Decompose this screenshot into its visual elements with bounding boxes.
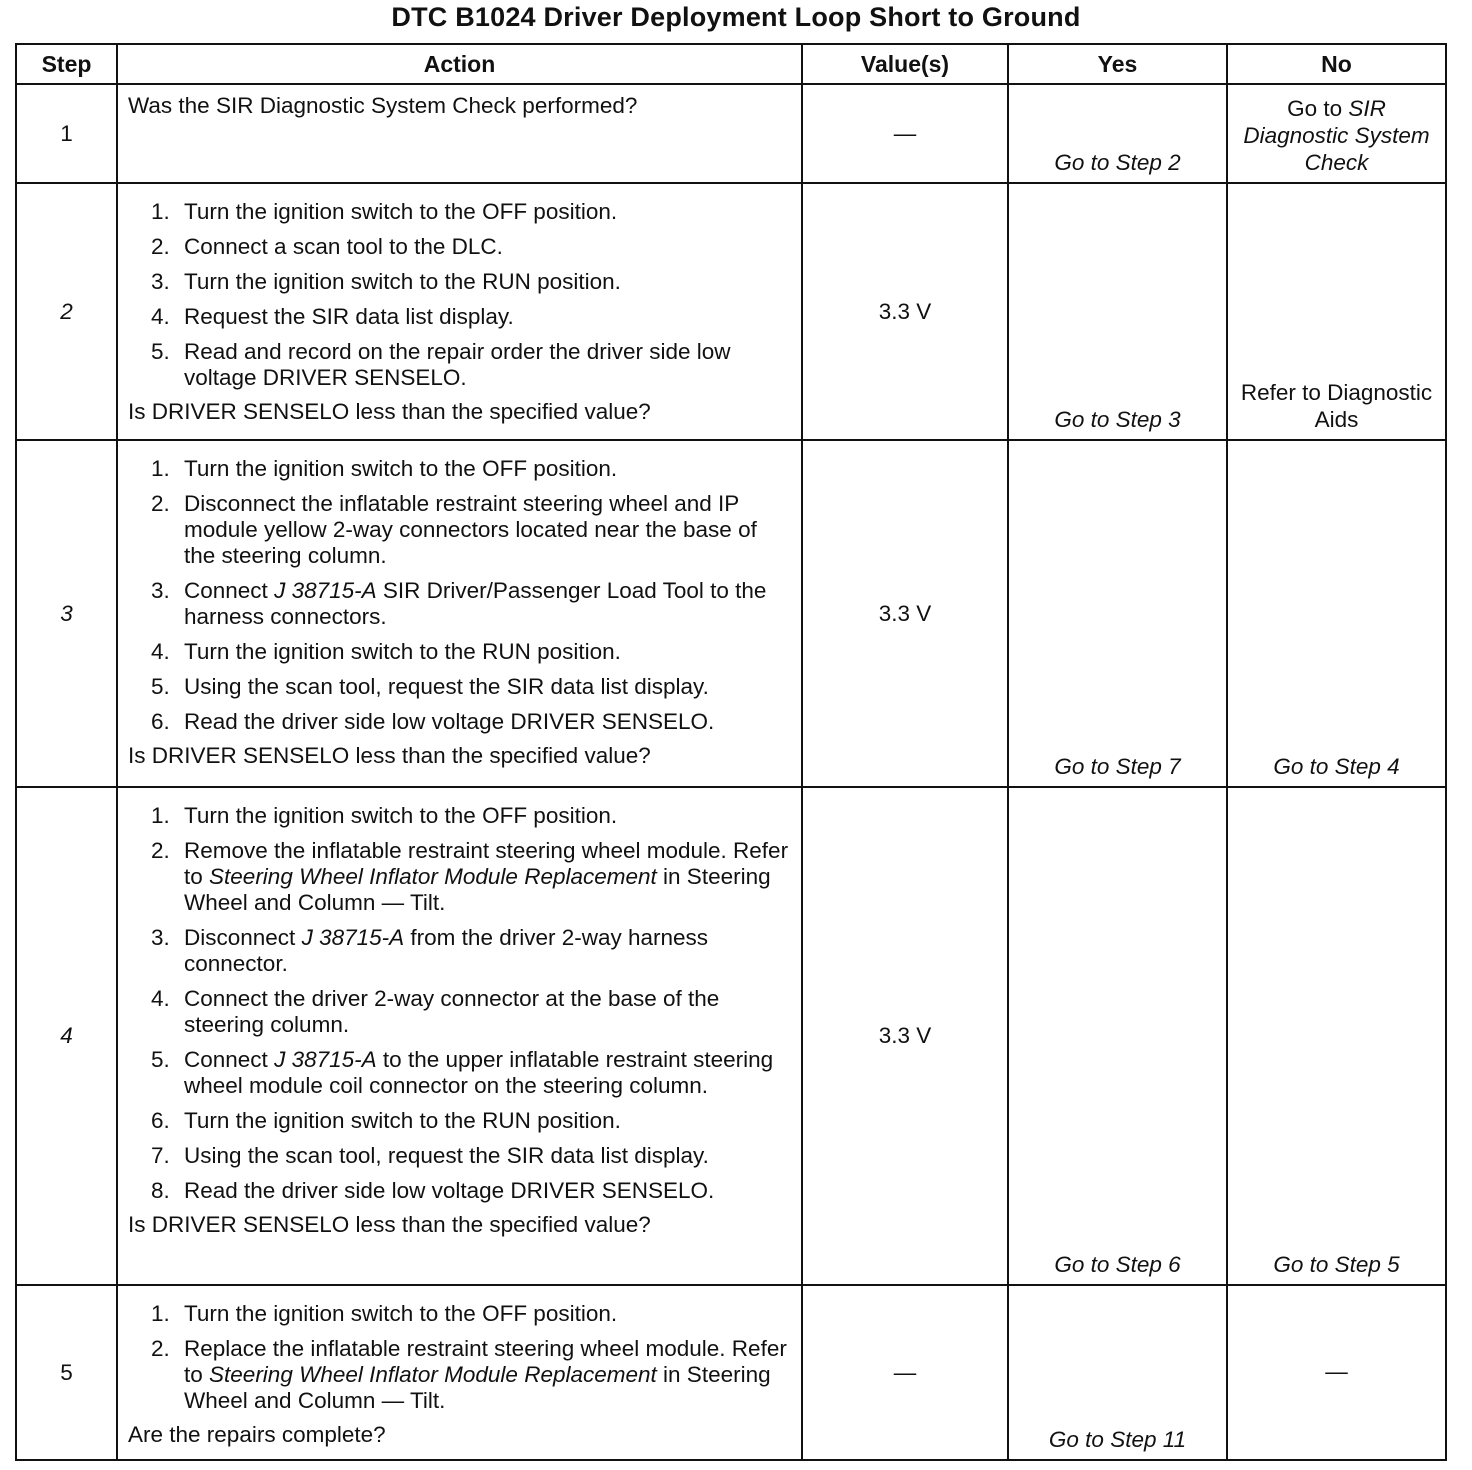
no-cell: — — [1227, 1285, 1446, 1460]
action-cell — [117, 787, 802, 1285]
header-step: Step — [16, 44, 117, 84]
tool-reference: J 38715-A — [274, 1047, 377, 1072]
header-no: No — [1227, 44, 1446, 84]
list-item: 6. Turn the ignition switch to the RUN position. — [151, 1108, 621, 1133]
no-reference: SIR Diagnostic System Check — [1243, 96, 1430, 175]
no-cell — [1227, 84, 1446, 183]
procedure-reference: Steering Wheel Inflator Module Replacement — [209, 864, 657, 889]
header-yes: Yes — [1008, 44, 1227, 84]
step-number: 4 — [16, 787, 117, 1285]
list-item: 1. Turn the ignition switch to the OFF position. — [151, 199, 618, 224]
no-prefix: Go to — [1287, 96, 1343, 121]
list-item: 3. Disconnect J 38715-A from the driver 2-way harness connector. — [151, 925, 709, 976]
list-item: 4. Request the SIR data list display. — [151, 304, 514, 329]
value-cell: — — [802, 84, 1008, 183]
action-list — [128, 1301, 793, 1414]
tool-reference: J 38715-A — [274, 578, 377, 603]
step-number: 2 — [16, 183, 117, 440]
table-row — [16, 440, 1446, 787]
list-item: 2. Replace the inflatable restraint steering wheel module. Refer to Steering Wheel Inflator Module Replacement in Steering Wheel and Column — Tilt. — [151, 1336, 787, 1413]
list-item: 6. Read the driver side low voltage DRIVER SENSELO. — [151, 709, 715, 734]
yes-cell: Go to Step 7 — [1008, 440, 1227, 787]
list-item: 1. Turn the ignition switch to the OFF position. — [151, 456, 618, 481]
list-item: 2. Remove the inflatable restraint steering wheel module. Refer to Steering Wheel Inflator Module Replacement in Steering Wheel and Column — Tilt. — [151, 838, 789, 915]
yes-cell: Go to Step 2 — [1008, 84, 1227, 183]
yes-cell: Go to Step 3 — [1008, 183, 1227, 440]
table-row — [16, 1285, 1446, 1460]
header-values: Value(s) — [802, 44, 1008, 84]
procedure-reference: Steering Wheel Inflator Module Replacement — [209, 1362, 657, 1387]
action-cell — [117, 84, 802, 183]
action-cell — [117, 1285, 802, 1460]
list-item: 3. Turn the ignition switch to the RUN position. — [151, 269, 621, 294]
header-row — [16, 44, 1446, 84]
list-item: 5. Read and record on the repair order the driver side low voltage DRIVER SENSELO. — [151, 339, 731, 390]
list-item: 1. Turn the ignition switch to the OFF position. — [151, 1301, 618, 1326]
table-row — [16, 84, 1446, 183]
yes-cell: Go to Step 11 — [1008, 1285, 1227, 1460]
step-number: 5 — [16, 1285, 117, 1460]
step-number: 1 — [16, 84, 117, 183]
question: Is DRIVER SENSELO less than the specified value? — [128, 1212, 651, 1237]
question: Are the repairs complete? — [128, 1422, 386, 1447]
question: Is DRIVER SENSELO less than the specified value? — [128, 743, 651, 768]
no-cell: Refer to Diagnostic Aids — [1227, 183, 1446, 440]
step-number: 3 — [16, 440, 117, 787]
value-cell: — — [802, 1285, 1008, 1460]
page-title: DTC B1024 Driver Deployment Loop Short to Ground — [391, 2, 1081, 32]
action-list — [128, 803, 793, 1204]
diagnostic-table — [15, 43, 1447, 1461]
action-cell — [117, 440, 802, 787]
no-cell: Go to Step 4 — [1227, 440, 1446, 787]
question: Is DRIVER SENSELO less than the specified value? — [128, 399, 651, 424]
list-item: 5. Connect J 38715-A to the upper inflatable restraint steering wheel module coil connector on the steering column. — [151, 1047, 774, 1098]
list-item: 4. Connect the driver 2-way connector at the base of the steering column. — [151, 986, 720, 1037]
header-action: Action — [117, 44, 802, 84]
list-item: 4. Turn the ignition switch to the RUN position. — [151, 639, 621, 664]
list-item: 1. Turn the ignition switch to the OFF position. — [151, 803, 618, 828]
action-cell — [117, 183, 802, 440]
list-item: 2. Disconnect the inflatable restraint steering wheel and IP module yellow 2-way connectors located near the base of the steering column. — [151, 491, 757, 568]
value-cell: 3.3 V — [802, 440, 1008, 787]
list-item: 2. Connect a scan tool to the DLC. — [151, 234, 503, 259]
table-row — [16, 183, 1446, 440]
list-item: 5. Using the scan tool, request the SIR data list display. — [151, 674, 709, 699]
list-item: 7. Using the scan tool, request the SIR data list display. — [151, 1143, 709, 1168]
table-row — [16, 787, 1446, 1285]
action-list — [128, 456, 793, 735]
action-list — [128, 199, 793, 391]
value-cell: 3.3 V — [802, 183, 1008, 440]
question: Was the SIR Diagnostic System Check performed? — [128, 93, 638, 118]
no-cell: Go to Step 5 — [1227, 787, 1446, 1285]
tool-reference: J 38715-A — [301, 925, 405, 950]
value-cell: 3.3 V — [802, 787, 1008, 1285]
yes-cell: Go to Step 6 — [1008, 787, 1227, 1285]
list-item: 8. Read the driver side low voltage DRIVER SENSELO. — [151, 1178, 715, 1203]
list-item: 3. Connect J 38715-A SIR Driver/Passenger Load Tool to the harness connectors. — [151, 578, 767, 629]
